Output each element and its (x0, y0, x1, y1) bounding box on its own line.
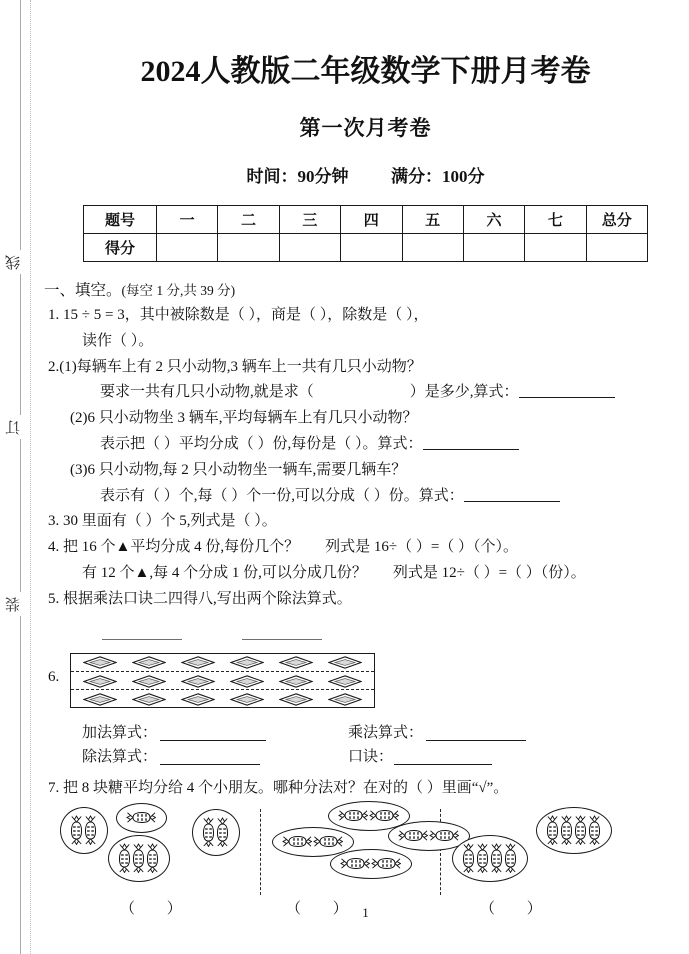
candy-icon (146, 843, 159, 878)
q4-l2-formula: 列式是 12÷（ ）=（ ）（份）。 (392, 564, 586, 581)
score-table-row-label-number: 题号 (84, 206, 157, 234)
score-col-1: 一 (157, 206, 218, 234)
candy-group-b[interactable] (272, 805, 432, 895)
time-label: 时间：90分钟 (246, 167, 349, 186)
score-value-6[interactable] (463, 234, 524, 262)
q2-p1-text-a: 要求一共有几只小动物,就是求（ (100, 384, 314, 401)
diamond-icon (181, 693, 215, 705)
question-2-part1-line2 (42, 381, 689, 404)
diamond-row (71, 672, 374, 690)
score-col-7: 七 (525, 206, 586, 234)
diamond-icon (83, 656, 117, 668)
question-2-part1-line1: 2.(1)每辆车上有 2 只小动物,3 辆车上一共有几只小动物？ (48, 358, 422, 375)
candy-icon (282, 835, 312, 853)
exam-page (42, 0, 689, 954)
candy-icon (70, 815, 83, 850)
candy-answer-paren-a[interactable]: （ ） (120, 901, 196, 918)
q4-l1-formula: 列式是 16÷（ ）=（ ）（个）。 (325, 539, 519, 556)
q2-p3-answer-blank[interactable] (464, 485, 560, 502)
score-col-4: 四 (341, 206, 402, 234)
question-2-part3-line2 (42, 485, 689, 508)
q2-p3-text: 表示有（ ）个,每（ ）个一份,可以分成（ ）份。算式： (100, 487, 464, 504)
multiplication-formula-label: 乘法算式： (348, 724, 424, 741)
section-heading-note: (每空 1 分,共 39 分) (121, 283, 236, 298)
question-5-line-1: 5. 根据乘法口诀二四得八,写出两个除法算式。 (48, 590, 352, 607)
diamond-grid-box (70, 653, 375, 708)
score-value-3[interactable] (279, 234, 340, 262)
score-col-3: 三 (279, 206, 340, 234)
diamond-icon (83, 693, 117, 705)
candy-cluster (536, 807, 612, 854)
score-col-5: 五 (402, 206, 463, 234)
page-subtitle: 第一次月考卷 (299, 116, 432, 140)
table-row-scores (84, 234, 648, 262)
diamond-icon (230, 656, 264, 668)
diamond-icon (83, 675, 117, 687)
candy-icon (398, 829, 428, 847)
diamond-row (71, 654, 374, 672)
binding-char-assemble: 装 (3, 592, 25, 616)
question-6-number: 6. (48, 668, 60, 685)
diamond-icon (328, 656, 362, 668)
section-heading-text: 一、填空。 (44, 282, 122, 299)
score-value-4[interactable] (341, 234, 402, 262)
question-6-figure (42, 653, 689, 711)
page-number: 1 (362, 905, 369, 920)
diamond-icon (230, 693, 264, 705)
candy-icon (462, 843, 475, 878)
table-row-header (84, 206, 648, 234)
q4-l2-prompt: 有 12 个▲,每 4 个分成 1 份,可以分成几份？ (82, 564, 367, 581)
page-title: 2024人教版二年级数学下册月考卷 (140, 55, 591, 88)
score-value-2[interactable] (218, 234, 279, 262)
candy-cluster (330, 849, 412, 879)
mnemonic-label: 口诀： (348, 748, 394, 765)
binding-char-line: 线 (3, 250, 25, 274)
addition-formula-label: 加法算式： (82, 724, 158, 741)
score-table-row-label-score: 得分 (84, 234, 157, 262)
multiplication-formula-blank[interactable] (426, 740, 526, 741)
q2-p2-answer-blank[interactable] (423, 433, 519, 450)
score-col-total: 总分 (586, 206, 647, 234)
diamond-icon (328, 675, 362, 687)
candy-divider-1 (260, 809, 261, 895)
diamond-icon (279, 693, 313, 705)
binding-margin (0, 0, 42, 954)
question-2-part3-line1: (3)6 只小动物,每 2 只小动物坐一辆车,需要几辆车？ (70, 461, 407, 478)
question-5-answer-area (42, 625, 689, 651)
candy-group-c[interactable] (452, 805, 628, 895)
score-value-total[interactable] (586, 234, 647, 262)
question-3-line-1: 3. 30 里面有（ ）个 5,列式是（ ）。 (48, 513, 277, 530)
diamond-icon (132, 675, 166, 687)
binding-rule-solid (20, 0, 21, 954)
candy-icon (216, 817, 229, 852)
candy-cluster (192, 809, 240, 856)
score-value-7[interactable] (525, 234, 586, 262)
binding-rule-dotted (30, 0, 31, 954)
q2-p1-text-b: ）是多少,算式： (409, 384, 519, 401)
q5-answer-blank-1[interactable] (102, 639, 182, 640)
candy-icon (338, 809, 368, 827)
question-6-answer-row-1 (42, 721, 689, 745)
candy-icon (490, 843, 503, 878)
question-4-line-2 (42, 562, 689, 585)
candy-icon (313, 835, 343, 853)
candy-cluster (108, 835, 170, 882)
candy-cluster (60, 807, 108, 854)
candy-answer-paren-c[interactable]: （ ） (480, 901, 556, 918)
candy-icon (202, 817, 215, 852)
score-col-6: 六 (463, 206, 524, 234)
candy-icon (340, 857, 370, 875)
diamond-icon (328, 693, 362, 705)
q5-answer-blank-2[interactable] (242, 639, 322, 640)
diamond-icon (132, 693, 166, 705)
addition-formula-blank[interactable] (160, 740, 266, 741)
candy-group-a[interactable] (60, 805, 256, 895)
diamond-row (71, 690, 374, 707)
question-6-answer-row-2 (42, 745, 689, 769)
fullscore-label: 满分：100分 (391, 167, 485, 186)
binding-char-bind: 订 (3, 415, 25, 439)
score-table (83, 205, 648, 262)
division-formula-blank[interactable] (160, 764, 260, 765)
candy-cluster (116, 803, 167, 833)
candy-icon (476, 843, 489, 878)
candy-icon (132, 843, 145, 878)
q4-l1-prompt: 4. 把 16 个▲平均分成 4 份,每份几个？ (48, 539, 300, 556)
question-1-line-1: 1. 15 ÷ 5 = 3，其中被除数是（ ），商是（ ），除数是（ ）， (48, 307, 429, 323)
question-1-line-2: 读作（ ）。 (82, 332, 154, 349)
exam-meta (42, 162, 689, 187)
candy-icon (588, 815, 601, 850)
diamond-icon (132, 656, 166, 668)
candy-icon (574, 815, 587, 850)
q2-p1-answer-blank[interactable] (519, 382, 615, 399)
q2-p2-text: 表示把（ ）平均分成（ ）份,每份是（ ）。算式： (100, 435, 423, 452)
candy-icon (546, 815, 559, 850)
mnemonic-blank[interactable] (394, 764, 492, 765)
candy-icon (560, 815, 573, 850)
section-heading-one (44, 278, 689, 300)
candy-icon (371, 857, 401, 875)
diamond-icon (230, 675, 264, 687)
score-value-1[interactable] (157, 234, 218, 262)
candy-icon (118, 843, 131, 878)
question-7-line-1: 7. 把 8 块糖平均分给 4 个小朋友。哪种分法对？在对的（ ）里画“√”。 (48, 779, 509, 796)
question-2-part2-line1: (2)6 只小动物坐 3 辆车,平均每辆车上有几只小动物？ (70, 410, 418, 427)
candy-cluster (452, 835, 528, 882)
diamond-icon (181, 675, 215, 687)
candy-icon (369, 809, 399, 827)
score-col-2: 二 (218, 206, 279, 234)
diamond-icon (279, 675, 313, 687)
candy-icon (126, 811, 156, 829)
question-4-line-1 (42, 536, 689, 559)
diamond-icon (279, 656, 313, 668)
question-2-part2-line2 (42, 433, 689, 456)
score-value-5[interactable] (402, 234, 463, 262)
candy-icon (84, 815, 97, 850)
candy-icon (504, 843, 517, 878)
candy-answer-paren-b[interactable]: （ ） (286, 901, 362, 918)
division-formula-label: 除法算式： (82, 748, 158, 765)
diamond-icon (181, 656, 215, 668)
